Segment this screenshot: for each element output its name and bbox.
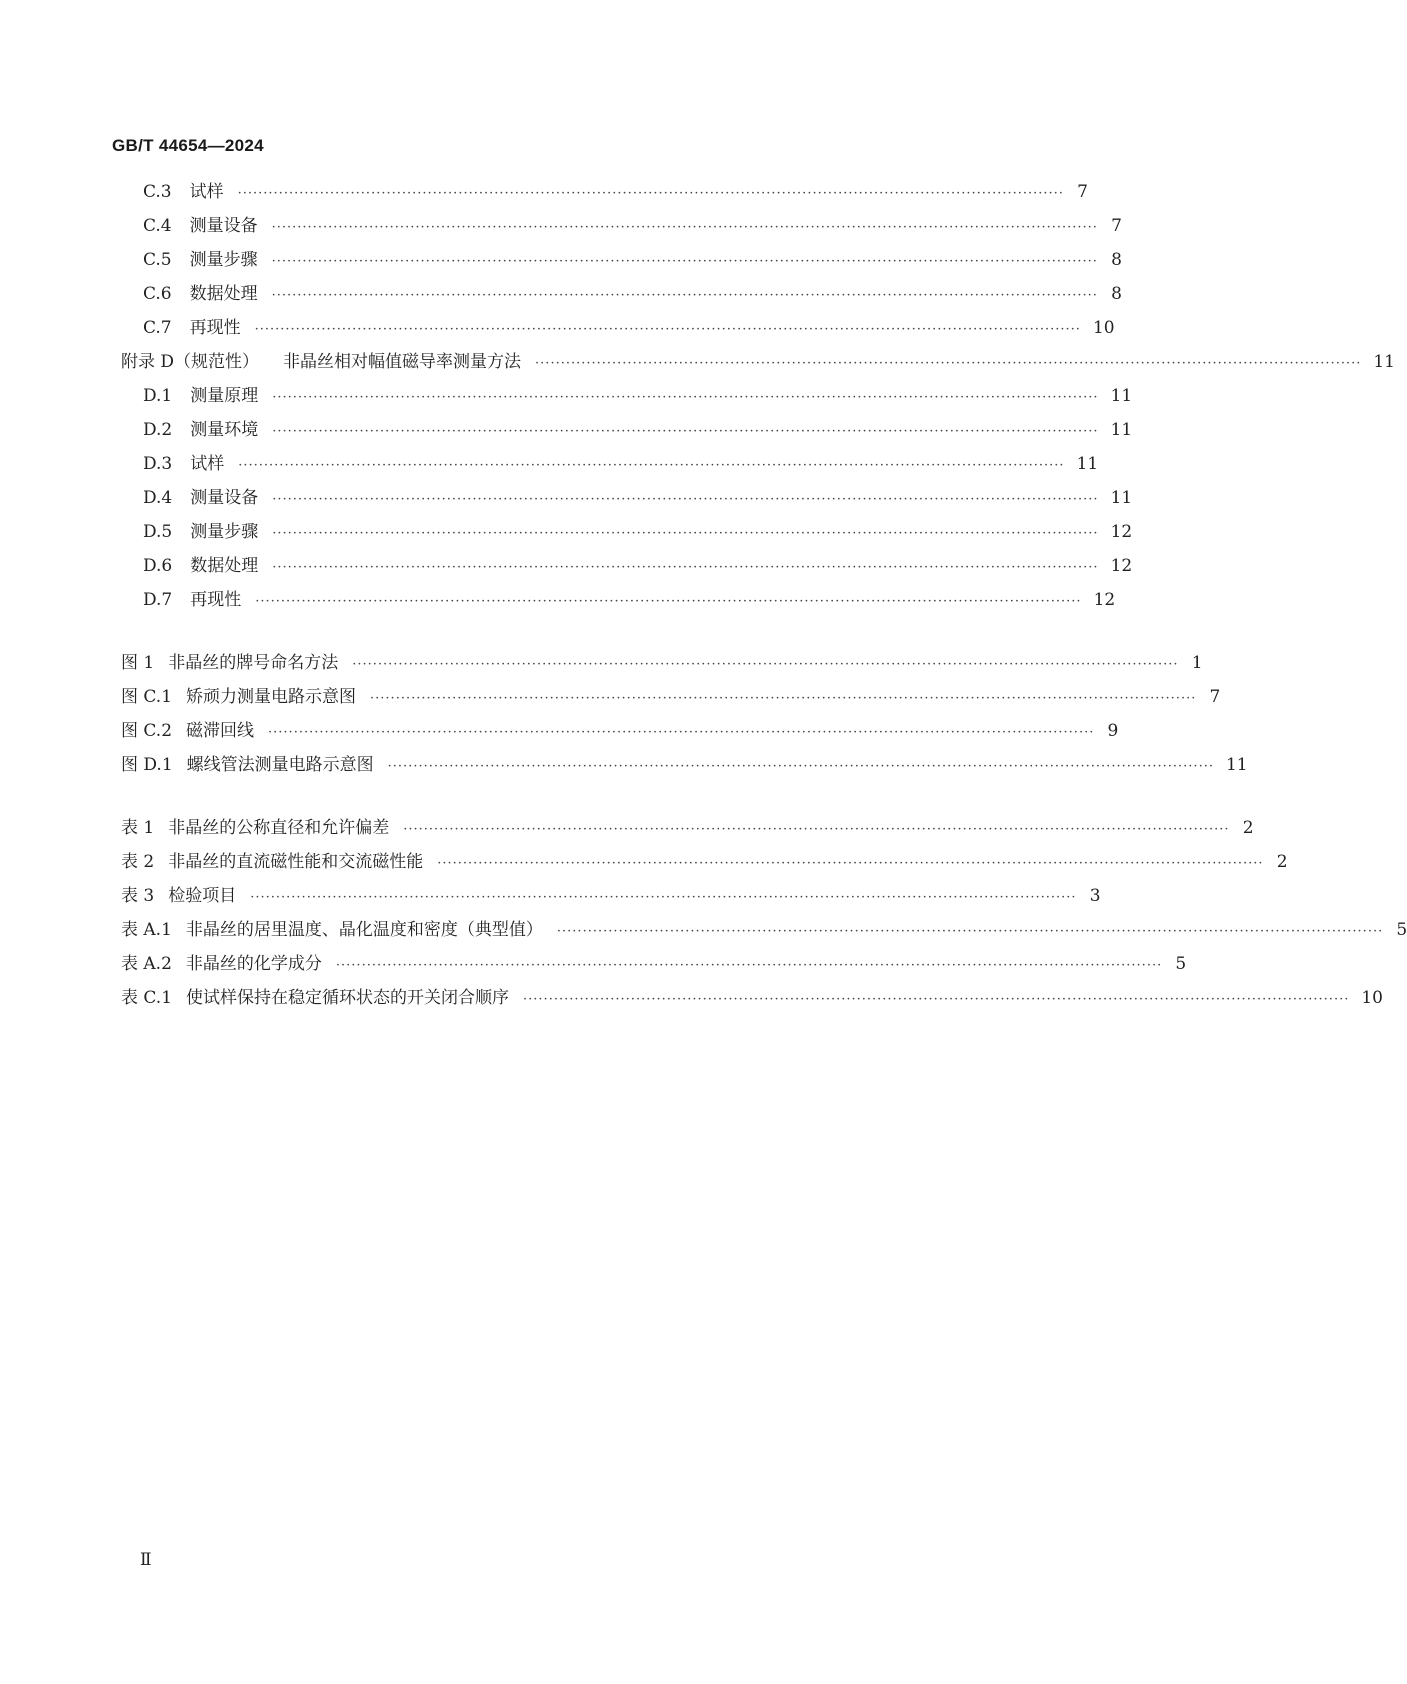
toc-leader-dots: ································································································································································· [335, 958, 1163, 973]
toc-entry-number: C.4 [143, 216, 172, 236]
toc-entry-title: 试样 [190, 454, 225, 474]
toc-entry-appendix[interactable] [121, 349, 1395, 375]
toc-entry-number: C.3 [143, 182, 172, 202]
toc-entry-number: 图 1 [121, 653, 155, 673]
toc-entry-page: 1 [1191, 653, 1203, 673]
toc-entry-page: 9 [1107, 721, 1119, 741]
toc-table-entry[interactable] [121, 815, 1254, 841]
toc-entry-number: 表 1 [121, 818, 155, 838]
toc-leader-dots: ································································································································································· [272, 492, 1099, 507]
toc-leader-dots: ································································································································································· [237, 186, 1064, 201]
toc-leader-dots: ································································································································································· [437, 856, 1264, 871]
toc-entry-title: 非晶丝的直流磁性能和交流磁性能 [168, 852, 424, 872]
toc-table-entry[interactable] [121, 985, 1383, 1011]
toc-entry-number: D.3 [143, 454, 173, 474]
toc-leader-dots: ································································································································································· [250, 890, 1077, 905]
toc-entry-title: 测量环境 [190, 420, 259, 440]
toc-entry-page: 12 [1110, 556, 1133, 576]
toc-entry[interactable] [143, 587, 1116, 613]
toc-leader-dots: ································································································································································· [352, 657, 1179, 672]
toc-leader-dots: ································································································································································· [272, 390, 1099, 405]
toc-entry-number: 附录 D（规范性） [121, 352, 260, 372]
toc-entry[interactable] [143, 383, 1133, 409]
toc-entry-number: D.4 [143, 488, 173, 508]
toc-entry-title: 螺线管法测量电路示意图 [186, 755, 374, 775]
toc-entry-number: 表 2 [121, 852, 155, 872]
toc-entry-number: 表 C.1 [121, 988, 173, 1008]
toc-table-entry[interactable] [121, 883, 1101, 909]
toc-entry[interactable] [143, 315, 1115, 341]
toc-entry-title: 非晶丝的牌号命名方法 [168, 653, 339, 673]
toc-entry-title: 非晶丝的化学成分 [185, 954, 322, 974]
toc-entry-page: 2 [1242, 818, 1254, 838]
toc-leader-dots: ································································································································································· [272, 560, 1099, 575]
toc-leader-dots: ································································································································································· [271, 220, 1098, 235]
toc-leader-dots: ································································································································································· [556, 924, 1384, 939]
standard-number-header: GB/T 44654—2024 [112, 136, 264, 155]
toc-entry-title: 测量设备 [189, 216, 258, 236]
toc-entry[interactable] [143, 247, 1122, 273]
toc-entry[interactable] [143, 417, 1133, 443]
toc-entry[interactable] [143, 179, 1088, 205]
toc-leader-dots: ································································································································································· [268, 725, 1095, 740]
toc-entry-title: 非晶丝的公称直径和允许偏差 [168, 818, 390, 838]
toc-entry-number: D.1 [143, 386, 173, 406]
toc-entry-number: C.6 [143, 284, 172, 304]
toc-entry-page: 7 [1209, 687, 1221, 707]
toc-leader-dots: ································································································································································· [272, 424, 1099, 439]
toc-entry-page: 11 [1110, 488, 1133, 508]
toc-entry-number: 图 C.1 [121, 687, 173, 707]
toc-entry-title: 再现性 [190, 590, 242, 610]
toc-entry[interactable] [143, 519, 1133, 545]
toc-entry-number: 表 A.2 [121, 954, 172, 974]
toc-entry[interactable] [143, 213, 1122, 239]
toc-entry-number: D.5 [143, 522, 173, 542]
toc-entry-number: 图 C.2 [121, 721, 173, 741]
toc-entry-page: 12 [1093, 590, 1116, 610]
toc-entry-title: 测量原理 [190, 386, 259, 406]
toc-leader-dots: ································································································································································· [272, 526, 1099, 541]
toc-entry-title: 测量步骤 [190, 522, 259, 542]
toc-leader-dots: ································································································································································· [255, 594, 1082, 609]
toc-entry-title: 矫顽力测量电路示意图 [186, 687, 357, 707]
toc-figure-entry[interactable] [121, 684, 1221, 710]
toc-entry-title: 检验项目 [168, 886, 237, 906]
toc-leader-dots: ································································································································································· [254, 322, 1081, 337]
toc-figure-entry[interactable] [121, 752, 1248, 778]
toc-entry[interactable] [143, 485, 1133, 511]
toc-leader-dots: ································································································································································· [403, 822, 1230, 837]
toc-entry-page: 8 [1111, 250, 1122, 270]
toc-figure-entry[interactable] [121, 650, 1203, 676]
toc-leader-dots: ································································································································································· [523, 992, 1350, 1007]
toc-leader-dots: ································································································································································· [238, 458, 1065, 473]
toc-figure-entry[interactable] [121, 718, 1119, 744]
toc-entry-title: 数据处理 [189, 284, 258, 304]
toc-entry-title: 使试样保持在稳定循环状态的开关闭合顺序 [186, 988, 510, 1008]
toc-entry[interactable] [143, 451, 1099, 477]
toc-entry-title: 试样 [189, 182, 224, 202]
toc-entry-title: 测量设备 [190, 488, 259, 508]
toc-entry[interactable] [143, 281, 1122, 307]
toc-entry-page: 8 [1111, 284, 1122, 304]
toc-entry-page: 7 [1077, 182, 1088, 202]
toc-entry-page: 11 [1110, 420, 1133, 440]
toc-leader-dots: ································································································································································· [535, 356, 1362, 371]
toc-entry-number: D.2 [143, 420, 173, 440]
toc-entry-title: 磁滞回线 [186, 721, 255, 741]
toc-entry-title: 非晶丝相对幅值磁导率测量方法 [283, 352, 522, 372]
toc-table-entry[interactable] [121, 849, 1288, 875]
toc-entry-page: 10 [1092, 318, 1115, 338]
page-number: Ⅱ [140, 1550, 152, 1570]
toc-entry-page: 12 [1110, 522, 1133, 542]
toc-entry-number: D.7 [143, 590, 173, 610]
toc-leader-dots: ································································································································································· [271, 288, 1098, 303]
toc-entry-page: 10 [1361, 988, 1383, 1008]
toc-entry-page: 7 [1111, 216, 1122, 236]
toc-entry-title: 数据处理 [190, 556, 259, 576]
toc-entry-page: 11 [1373, 352, 1395, 372]
toc-entry-page: 2 [1276, 852, 1288, 872]
toc-leader-dots: ································································································································································· [387, 759, 1214, 774]
toc-entry-number: 表 A.1 [121, 920, 172, 940]
toc-entry[interactable] [143, 553, 1133, 579]
toc-entry-page: 11 [1225, 755, 1248, 775]
toc-leader-dots: ································································································································································· [370, 691, 1197, 706]
toc-table-entry[interactable] [121, 951, 1187, 977]
toc-entry-page: 3 [1089, 886, 1101, 906]
toc-entry-page: 5 [1175, 954, 1187, 974]
toc-entry-title: 测量步骤 [189, 250, 258, 270]
toc-entry-page: 5 [1396, 920, 1407, 940]
toc-leader-dots: ································································································································································· [271, 254, 1098, 269]
toc-entry-title: 再现性 [189, 318, 241, 338]
toc-entry-number: D.6 [143, 556, 173, 576]
toc-entry-page: 11 [1076, 454, 1099, 474]
toc-entry-page: 11 [1110, 386, 1133, 406]
toc-entry-number: 表 3 [121, 886, 155, 906]
toc-entry-number: C.7 [143, 318, 172, 338]
toc-table-entry[interactable] [121, 917, 1407, 943]
toc-entry-number: 图 D.1 [121, 755, 173, 775]
toc-entry-title: 非晶丝的居里温度、晶化温度和密度（典型值） [185, 920, 543, 940]
toc-entry-number: C.5 [143, 250, 172, 270]
